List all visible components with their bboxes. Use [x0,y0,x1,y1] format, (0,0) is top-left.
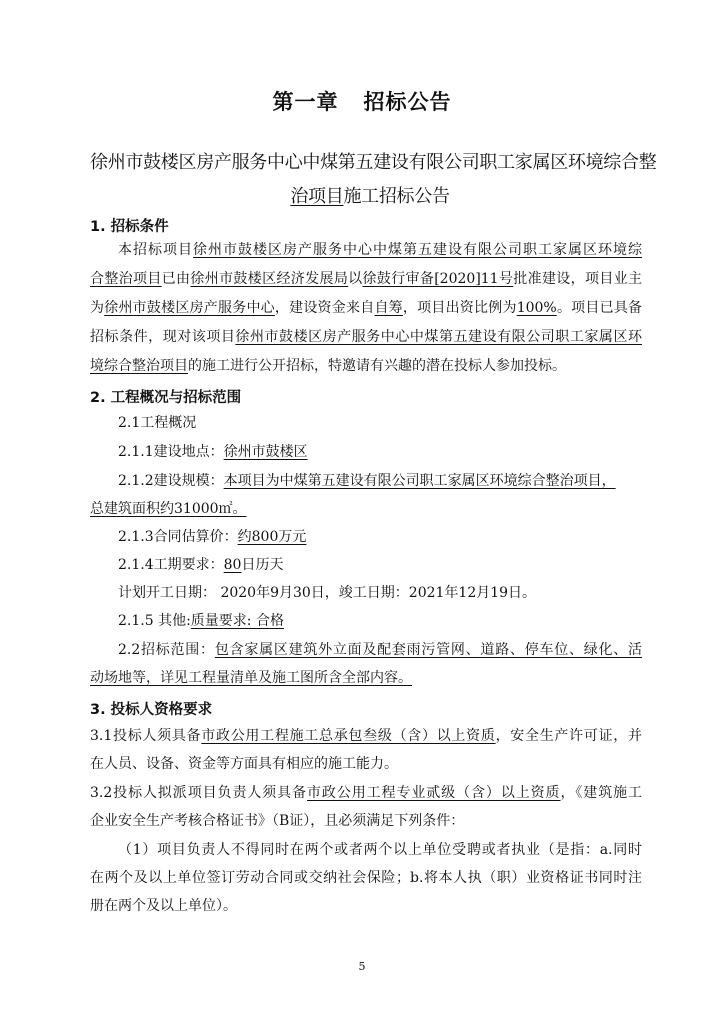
section1-line2 [90,269,642,289]
section1-line1 [118,240,642,260]
label: 2.1.3合同估算价： [118,529,238,545]
condition-1-line1: （1）项目负责人不得同时在两个或者两个以上单位受聘或者执业（是指：a.同时 [118,842,642,858]
construction-scale: 本项目为中煤第五建设有限公司职工家属区环境综合整治项目， [223,473,616,489]
section1-heading: 1. 招标条件 [90,219,169,235]
section3-2-cont: 企业安全生产考核合格证书》（B证），且必须满足下列条件： [90,813,465,829]
page-number: 5 [358,960,366,973]
text: ，《建筑施工 [560,785,643,801]
section2-1-2-cont [90,499,247,519]
label: 2.1.1建设地点： [118,444,224,460]
label: 2.2招标范围： [118,642,215,658]
text: 本招标项目 [118,242,193,258]
text: 以 [348,271,363,287]
project-name: 境综合整治项目 [90,358,188,374]
construction-location: 徐州市鼓楼区 [223,444,308,460]
schedule-dates: 计划开工日期： 2020年9月30日，竣工日期：2021年12月19日。 [118,585,537,601]
section2-1-2 [118,471,616,491]
text: ，建设资金来自 [274,300,375,316]
notice-title-suffix: 施工招标公告 [343,186,450,207]
bidding-scope: 包含家属区建筑外立面及配套雨污管网、道路、停车位、绿化、活 [214,642,643,658]
section2-1-1 [118,442,308,462]
section2-1-3 [118,527,306,547]
text: 3.2投标人拟派项目负责人须具备 [90,785,307,801]
section1-line3 [90,298,642,318]
construction-area: 总建筑面积约31000㎡。 [90,501,247,517]
approval-authority: 徐州市鼓楼区经济发展局 [190,271,349,287]
chapter-title: 第一章 招标公告 [272,90,452,114]
manager-qualification: 市政公用工程专业贰级（含）以上资质 [307,785,561,801]
text: 为 [90,300,105,316]
section2-2 [118,640,642,660]
condition-1-line3: 册在两个及以上单位）。 [90,898,237,914]
section2-heading: 2. 工程概况与招标范围 [90,390,242,406]
section2-1-4 [118,555,283,575]
section2-2-cont [90,668,412,688]
section3-heading: 3. 投标人资格要求 [90,702,213,718]
text: 3.1投标人须具备 [90,728,202,744]
text: ，安全生产许可证，并 [495,728,643,744]
text: 招标条件，现对该项目 [90,329,236,345]
project-name: 徐州市鼓楼区房产服务中心中煤第五建设有限公司职工家属区环境综 [193,242,642,258]
duration-unit: 日历天 [241,557,284,573]
label: 2.1.5 其他: [118,613,191,629]
text: 。项目已具备 [556,300,643,316]
notice-title-project: 治项目 [290,186,344,207]
notice-title-line2 [90,182,650,208]
section1-line4 [90,327,642,347]
text: 已由 [161,271,191,287]
section3-2 [90,783,642,803]
label: 2.1.2建设规模： [118,473,224,489]
section1-line5 [90,356,566,376]
section3-1 [90,726,642,746]
contract-estimate: 约800万元 [237,529,307,545]
text: 批准建设，项目业主 [513,271,643,287]
qualification-requirement: 市政公用工程施工总承包叁级（含）以上资质 [201,728,496,744]
text: 的施工进行公开招标，特邀请有兴趣的潜在投标人参加投标。 [188,358,566,374]
section2-1-5 [118,611,284,631]
section2-1: 2.1工程概况 [118,415,197,431]
bidding-scope: 动场地等，详见工程量清单及施工图所含全部内容。 [90,670,412,686]
project-owner: 徐州市鼓楼区房产服务中心 [104,300,275,316]
section3-1-cont: 在人员、设备、资金等方面具有相应的施工能力。 [90,756,398,772]
project-name: 合整治项目 [90,271,162,287]
duration-days: 80 [223,557,242,573]
notice-title-line1: 徐州市鼓楼区房产服务中心中煤第五建设有限公司职工家属区环境综合整 [90,152,657,173]
funding-ratio: 100% [516,300,557,316]
quality-requirement: 质量要求: 合格 [190,613,284,629]
text: ，项目出资比例为 [402,300,517,316]
funding-source: 自筹 [374,300,403,316]
condition-1-line2: 在两个及以上单位签订劳动合同或交纳社会保险；b.将本人执（职）业资格证书同时注 [90,870,642,886]
approval-number: 徐鼓行审备[2020]11号 [362,271,514,287]
label: 2.1.4工期要求： [118,557,224,573]
project-name: 徐州市鼓楼区房产服务中心中煤第五建设有限公司职工家属区环 [235,329,642,345]
